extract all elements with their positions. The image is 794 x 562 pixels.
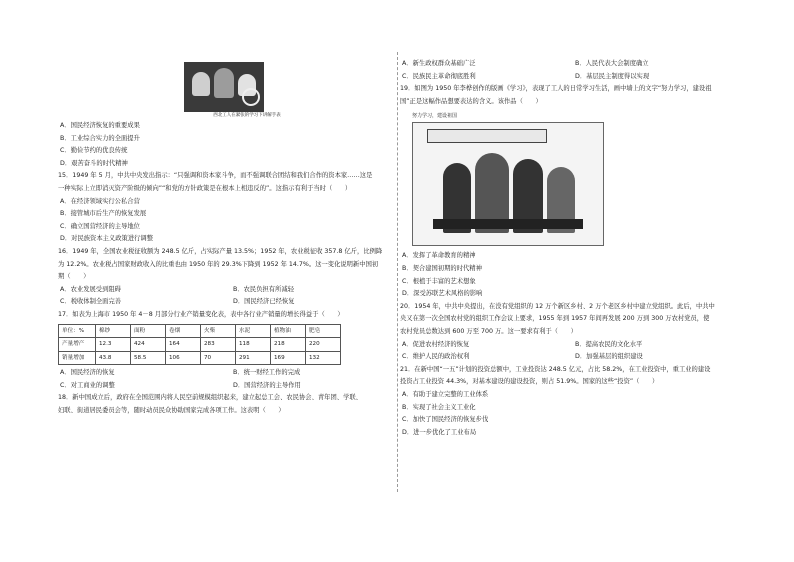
q19-stem-line: 国”正是这幅作品想要表达的含义。该作品（ ） (400, 97, 542, 105)
q14-option-d: D．艰苦奋斗的时代精神 (60, 159, 128, 167)
q19-option-a: A．发挥了革命教育的精神 (402, 252, 476, 260)
q18-option-d: D．基层民主制度得以实现 (575, 72, 650, 80)
q21-stem-line: 投资占工业投资 44.3%，对基本建设的建设投资，则占 51.9%。国家的这些“投资”（ ） (400, 378, 659, 386)
q17-option-c: C．对工商业的调整 (60, 381, 115, 389)
q17-option-a: A．国民经济的恢复 (60, 369, 115, 377)
table-cell: 291 (236, 351, 271, 365)
q18-stem-line: 18．新中国成立后，政府在全国范围内将人民空前规模组织起来，建立起总工会、农民协会、青年团、学联、 (58, 394, 362, 402)
q15-stem-line: 一种实际上立即消灭资产阶级的倾向”“和党的方针政策是在根本上相违反的”。这指示有利于当时（ ） (58, 184, 352, 192)
table-cell: 43.8 (96, 351, 131, 365)
q16-option-b: B．农民负担有所减轻 (233, 285, 294, 293)
table-row (59, 351, 341, 365)
q20-option-c: C．维护人民的政治权利 (402, 353, 470, 361)
photo-caption: 西北工人在紧张的学习下讲解手表 (213, 113, 281, 118)
q19-option-b: B．契合建国初期的时代精神 (402, 264, 482, 272)
q18-stem-line: 妇联、街道居民委员会等，随时动员民众协助国家完成各项工作。这表明（ ） (58, 407, 285, 415)
table-cell: 火柴 (201, 324, 236, 338)
q15-stem-line: 15．1949 年 5 月，中共中央发出指示：“只强调和资本家斗争，而不强调联合团结和我们合作的资本家……这是 (58, 172, 373, 180)
q14-option-b: B．工业综合实力的全面提升 (60, 134, 140, 142)
q14-option-a: A．国民经济恢复的重要成果 (60, 122, 140, 129)
q16-options-row (58, 296, 406, 309)
q18-option-a: A．新生政权群众基础广泛 (402, 60, 476, 67)
q21-option-b: B．实现了社会主义工业化 (402, 403, 476, 411)
q16-stem-line: 期（ ） (58, 273, 90, 281)
q18-option-c: C．民族民主革命彻底胜利 (402, 72, 476, 80)
table-cell: 218 (271, 338, 306, 352)
q18-option-b: B．人民代表大会制度确立 (575, 60, 649, 67)
poster-label: 努力学习，建设祖国 (412, 113, 458, 120)
table-cell: 面粉 (131, 324, 166, 338)
q17-stem-line: 17．如表为上海市 1950 年 4－8 月部分行业产销量变化表，表中各行业产销量的增长得益于（ ） (58, 310, 344, 318)
table-cell: 12.3 (96, 338, 131, 352)
q19-option-d: D．深受苏联艺术风格的影响 (402, 290, 483, 298)
woodcut-figure (400, 113, 748, 246)
q18-options-row (400, 71, 748, 84)
right-column (400, 58, 748, 439)
table-row (59, 324, 341, 338)
table-cell: 424 (131, 338, 166, 352)
q16-options-row (58, 284, 406, 297)
q20-stem-line: 央又在第一次全国农村党的组织工作会议上要求，1955 年到 1957 年间再发展 200 万到 300 万农村党员，使 (400, 315, 710, 323)
q21-stem-line: 21．在新中国“一五”计划的投资总额中，工业投资达 248.5 亿元，占比 58.2%，在工业投资中，重工业的建设 (400, 365, 711, 373)
table-row (59, 338, 341, 352)
q17-option-b: B．统一财经工作的完成 (233, 369, 301, 377)
q19-option-c: C．根植于丰富的艺术想象 (402, 277, 476, 285)
q14-option-c: C．勤俭节约的优良传统 (60, 147, 128, 155)
table-cell: 169 (271, 351, 306, 365)
q20-option-d: D．加强基层的组织建设 (575, 353, 643, 361)
table-cell: 118 (236, 338, 271, 352)
production-sales-table (58, 324, 341, 366)
q15-option-a: A．在经济领域实行公私合营 (60, 197, 140, 205)
table-cell: 卷烟 (166, 324, 201, 338)
table-cell: 132 (306, 351, 341, 365)
left-column (58, 58, 406, 418)
q16-option-a: A．农业发展受到阻碍 (60, 285, 121, 293)
table-cell: 58.5 (131, 351, 166, 365)
q21-option-c: C．加快了国民经济的恢复步伐 (402, 416, 489, 424)
table-cell: 产量增产 (59, 338, 96, 352)
q19-stem-line: 19．如图为 1950 年李桦创作的版画《学习》，表现了工人的日常学习生活，画中墙上的文字“努力学习，建设祖 (400, 85, 712, 93)
woodcut-image (412, 122, 604, 246)
q20-stem-line: 农村党员总数达到 600 万至 700 万。这一要求有利于（ ） (400, 327, 577, 335)
table-cell: 106 (166, 351, 201, 365)
q20-options-row (400, 351, 748, 364)
table-cell: 销量增加 (59, 351, 96, 365)
table-cell: 70 (201, 351, 236, 365)
table-cell: 肥皂 (306, 324, 341, 338)
table-cell: 植物油 (271, 324, 306, 338)
table-cell: 220 (306, 338, 341, 352)
q20-option-a: A．促进农村经济的恢复 (402, 340, 470, 348)
table-cell: 283 (201, 338, 236, 352)
q20-stem-line: 20．1954 年，中共中央提出，在没有党组织的 12 万个新区乡村、2 万个老区乡村中建立党组织。此后，中共中 (400, 302, 715, 310)
q16-stem-line: 为 12.2%。农业税占国家财政收入的比重也由 1950 年的 29.3%下降到 1952 年 14.7%。这一变化说明新中国初 (58, 260, 379, 268)
q20-options-row (400, 339, 748, 352)
q15-option-d: D．对民族资本主义政策进行调整 (60, 235, 154, 243)
q18-options-row (400, 58, 748, 71)
table-cell: 水泥 (236, 324, 271, 338)
table-cell: 单位：% (59, 324, 96, 338)
q20-option-b: B．提高农民的文化水平 (575, 340, 643, 348)
q16-option-d: D．国民经济已经恢复 (233, 298, 295, 306)
table-cell: 棉纱 (96, 324, 131, 338)
q17-option-d: D．国营经济的主导作用 (233, 381, 301, 389)
q15-option-b: B．接管城市后生产的恢复发展 (60, 210, 147, 218)
workers-photo (184, 62, 264, 112)
q16-option-c: C．税收体制全面完善 (60, 298, 122, 306)
q15-option-c: C．确立国营经济的主导地位 (60, 222, 140, 230)
table-cell: 164 (166, 338, 201, 352)
q17-options-row (58, 380, 406, 393)
q17-options-row (58, 367, 406, 380)
q16-stem-line: 16．1949 年，全国农业税征收额为 248.5 亿斤，占实际产量 13.5%；1952 年，农业税征收 357.8 亿斤，比例降 (58, 247, 383, 255)
q21-option-d: D．进一步优化了工业布局 (402, 428, 477, 436)
q21-option-a: A．有助于建立完整的工业体系 (402, 390, 489, 398)
